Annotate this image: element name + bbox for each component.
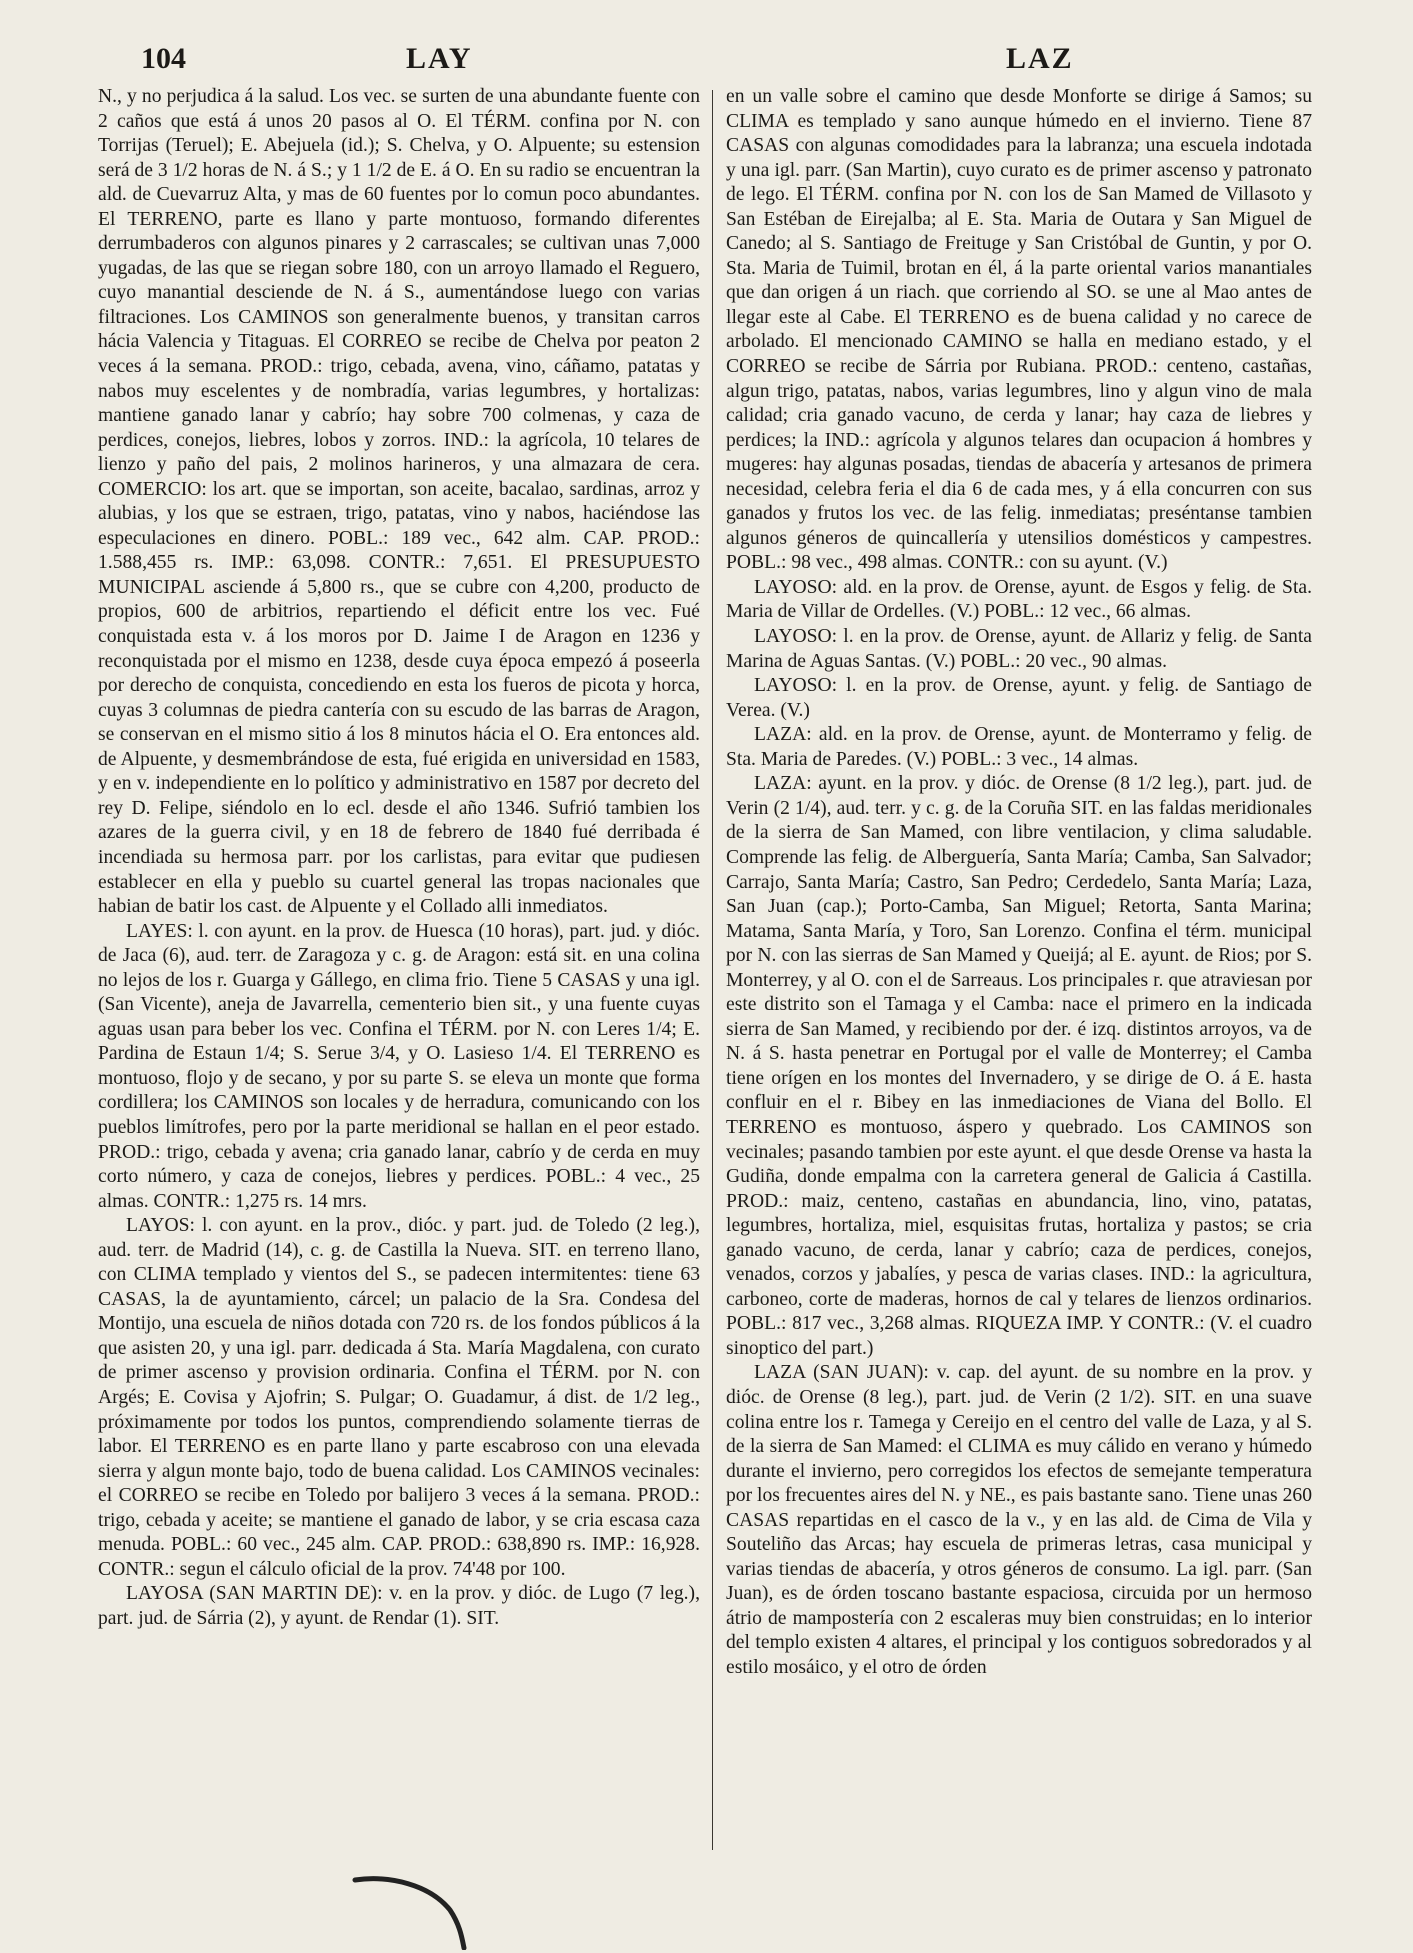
- entry-layosa: LAYOSA (SAN MARTIN DE): v. en la prov. y dióc. de Lugo (7 leg.), part. jud. de Sárria (2), y ayunt. de Rendar (1). SIT.: [98, 1583, 700, 1629]
- page-number: 104: [141, 42, 186, 75]
- entry-layos: LAYOS: l. con ayunt. en la prov., dióc. y part. jud. de Toledo (2 leg.), aud. terr. de Madrid (14), c. g. de Castilla la Nueva. SIT. en terreno llano, con CLIMA templado y vientos del S., se padecen intermitentes: tiene 63 CASAS, la de ayuntamiento, cárcel; un palacio de la Sra. Condesa del Montijo, una escuela de niños dotada con 720 rs. de los fondos públicos á la que asisten 20, y una igl. parr. dedicada á Sta. María Magdalena, con curato de primer ascenso y provision ordinaria. Confina el TÉRM. por N. con Argés; E. Covisa y Ajofrin; S. Pulgar; O. Guadamur, á dist. de 1/2 leg., próximamente por todos los puntos, comprendiendo solamente tierras de labor. El TERRENO es en parte llano y parte escabroso con una elevada sierra y algun monte bajo, todo de buena calidad. Los CAMINOS vecinales: el CORREO se recibe en Toledo por balijero 3 veces á la semana. PROD.: trigo, cebada y aceite; se mantiene el ganado de labor, y se cria escasa caza menuda. POBL.: 60 vec., 245 alm. CAP. PROD.: 638,890 rs. IMP.: 16,928. CONTR.: segun el cálculo oficial de la prov. 74'48 por 100.: [98, 1215, 700, 1580]
- entry-layes: LAYES: l. con ayunt. en la prov. de Huesca (10 horas), part. jud. y dióc. de Jaca (6), aud. terr. de Zaragoza y c. g. de Aragon: está sit. en una colina no lejos de los r. Guarga y Gállego, en clima frio. Tiene 5 CASAS y una igl. (San Vicente), aneja de Javarrella, cementerio bien sit., y una fuente cuyas aguas usan para beber los vec. Confina el TÉRM. por N. con Leres 1/4; E. Pardina de Estaun 1/4; S. Serue 3/4, y O. Lasieso 1/4. El TERRENO es montuoso, flojo y de secano, y por su parte S. se eleva un monte que forma cordillera; los CAMINOS son locales y de herradura, comunicando con los pueblos limítrofes, pero por la parte meridional se hallan en el peor estado. PROD.: trigo, cebada y avena; cria ganado lanar, cabrío y de cerda en muy corto número, y caza de conejos, liebres y perdices. POBL.: 4 vec., 25 almas. CONTR.: 1,275 rs. 14 mrs.: [98, 920, 700, 1212]
- entry-laza-ayunt: LAZA: ayunt. en la prov. y dióc. de Orense (8 1/2 leg.), part. jud. de Verin (2 1/4), aud. terr. y c. g. de la Coruña SIT. en las faldas meridionales de la sierra de San Mamed, con libre ventilacion, y clima saludable. Comprende las felig. de Alberguería, Santa María; Camba, San Salvador; Carrajo, Santa María; Castro, San Pedro; Cerdedelo, Santa María; Laza, San Juan (cap.); Porto-Camba, San Miguel; Retorta, Santa Marina; Matama, Santa María, y Toro, San Lorenzo. Confina el térm. municipal por N. con las sierras de San Mamed y Queijá; al E. ayunt. de Rios; por S. Monterrey, y al O. con el de Sarreaus. Los principales r. que atraviesan por este distrito son el Tamaga y el Camba: nace el primero en la indicada sierra de San Mamed, y recibiendo por der. é izq. distintos arroyos, va de N. á S. hasta penetrar en Portugal por el valle de Monterrey; el Camba tiene orígen en los montes del Invernadero, y se dirige de O. á E. hasta confluir en el r. Bibey en las inmediaciones de Viana del Bollo. El TERRENO es montuoso, áspero y quebrado. Los CAMINOS son vecinales; pasando tambien por este ayunt. el que desde Orense va hasta la Gudiña, donde empalma con la carretera general de Galicia á Castilla. PROD.: maiz, centeno, castañas en abundancia, lino, vino, patatas, legumbres, hortaliza, miel, esquisitas frutas, hortaliza y pastos; se cria ganado vacuno, de cerda, lanar y cabrío; caza de perdices, conejos, venados, corzos y jabalíes, y pesca de varias clases. IND.: la agricultura, carboneo, corte de maderas, hornos de cal y telares de lienzos ordinarios. POBL.: 817 vec., 3,268 almas. RIQUEZA IMP. Y CONTR.: (V. el cuadro sinoptico del part.): [726, 773, 1312, 1359]
- left-column: [98, 85, 700, 1631]
- entry-layoso-3: LAYOSO: l. en la prov. de Orense, ayunt. y felig. de Santiago de Verea. (V.): [726, 675, 1312, 721]
- right-column-heading: LAZ: [1006, 42, 1074, 75]
- page-header: [0, 42, 1413, 82]
- right-column: [726, 85, 1312, 1681]
- entry-layoso-2: LAYOSO: l. en la prov. de Orense, ayunt. de Allariz y felig. de Santa Marina de Aguas Santas. (V.) POBL.: 20 vec., 90 almas.: [726, 626, 1312, 672]
- left-column-heading: LAY: [406, 42, 473, 75]
- entry-layoso-1: LAYOSO: ald. en la prov. de Orense, ayunt. de Esgos y felig. de Sta. Maria de Villar de Ordelles. (V.) POBL.: 12 vec., 66 almas.: [726, 576, 1312, 623]
- entry-paragraph: N., y no perjudica á la salud. Los vec. se surten de una abundante fuente con 2 caños que está á unos 20 pasos al O. El TÉRM. confina por N. con Torrijas (Teruel); E. Abejuela (id.); S. Chelva, y O. Alpuente; su estension será de 3 1/2 horas de N. á S.; y 1 1/2 de E. á O. En su radio se encuentran la ald. de Cuevarruz Alta, y mas de 60 fuentes por lo comun poco abundantes. El TERRENO, parte es llano y parte montuoso, formando diferentes derrumbaderos con algunos pinares y 2 carrascales; se cultivan unas 7,000 yugadas, de las que se riegan sobre 180, con un arroyo llamado el Reguero, cuyo manantial desciende de N. á S., aumentándose luego con varias filtraciones. Los CAMINOS son generalmente buenos, y transitan carros hácia Valencia y Titaguas. El CORREO se recibe de Chelva por peaton 2 veces á la semana. PROD.: trigo, cebada, avena, vino, cáñamo, patatas y nabos muy escelentes y de nombradía, varias legumbres, y hortalizas: mantiene ganado lanar y cabrío; hay sobre 700 colmenas, y caza de perdices, conejos, liebres, lobos y zorros. IND.: la agrícola, 10 telares de lienzo y paño del pais, 2 molinos harineros, y una almazara de cera. COMERCIO: los art. que se importan, son aceite, bacalao, sardinas, arroz y alubias, y los que se estraen, trigo, patatas, vino y nabos, haciéndose las especulaciones en dinero. POBL.: 189 vec., 642 alm. CAP. PROD.: 1.588,455 rs. IMP.: 63,098. CONTR.: 7,651. El PRESUPUESTO MUNICIPAL asciende á 5,800 rs., que se cubre con 4,200, producto de propios, 600 de arbitrios, repartiendo el déficit entre los vec. Fué conquistada esta v. á los moros por D. Jaime I de Aragon en 1236 y reconquistada por el mismo en 1238, desde cuya época empezó á poseerla por derecho de conquista, concediendo en esta los fueros de picota y horca, cuyas 3 columnas de piedra cantería con su escudo de las barras de Aragon, se conservan en el mismo sitio á los 8 minutos hácia el O. Era entonces ald. de Alpuente, y desmembrándose de esta, fué erigida en universidad en 1583, y en v. independiente en lo político y administrativo en 1587 por decreto del rey D. Felipe, siéndolo en lo ecl. desde el año 1346. Sufrió tambien los azares de la guerra civil, y en 18 de febrero de 1840 fué derribada é incendiada su hermosa parr. por los carlistas, para evitar que pudiesen establecer en ella y pueblo su cuartel general las tropas nacionales que habian de batir los cast. de Alpuente y el Collado alli inmediatos.: [98, 86, 700, 918]
- entry-laza-ald: LAZA: ald. en la prov. de Orense, ayunt. de Monterramo y felig. de Sta. Maria de Paredes. (V.) POBL.: 3 vec., 14 almas.: [726, 724, 1312, 770]
- entry-paragraph: en un valle sobre el camino que desde Monforte se dirige á Samos; su CLIMA es templado y sano aunque húmedo en el invierno. Tiene 87 CASAS con algunas comodidades para la labranza; una escuela indotada y una igl. parr. (San Martin), cuyo curato es de primer ascenso y patronato de lego. El TÉRM. confina por N. con los de San Mamed de Villasoto y San Estéban de Eirejalba; al E. Sta. Maria de Outara y San Miguel de Canedo; al S. Santiago de Freituge y San Cristóbal de Guntin, y por O. Sta. Maria de Tuimil, brotan en él, á la parte oriental varios manantiales que dan origen á un riach. que corriendo al SO. se une al Mao antes de llegar este al Cabe. El TERRENO es de buena calidad y no carece de arbolado. El mencionado CAMINO se halla en mediano estado, y el CORREO se recibe de Sárria por Rubiana. PROD.: centeno, castañas, algun trigo, patatas, nabos, varias legumbres, lino y algun vino de mala calidad; cria ganado vacuno, de cerda y lanar; hay caza de liebres y perdices; la IND.: agrícola y algunos telares dan ocupacion á hombres y mugeres: hay algunas posadas, tiendas de abacería y artesanos de primera necesidad, celebra feria el dia 6 de cada mes, y á ella concurren con sus ganados y frutos los vec. de las felig. inmediatas; preséntanse tambien algunos géneros de quincallería y utensilios domésticos y campestres. POBL.: 98 vec., 498 almas. CONTR.: con su ayunt. (V.): [726, 86, 1312, 574]
- column-divider: [712, 90, 713, 1850]
- ink-stroke-mark: [350, 1870, 490, 1950]
- entry-laza-san-juan: LAZA (SAN JUAN): v. cap. del ayunt. de su nombre en la prov. y dióc. de Orense (8 leg.), part. jud. de Verin (2 1/2). SIT. en una suave colina entre los r. Tamega y Cereijo en el centro del valle de Laza, y al S. de la sierra de San Mamed: el CLIMA es muy cálido en verano y húmedo durante el invierno, pero corregidos los efectos de semejante temperatura por los frecuentes aires del N. y NE., es pais bastante sano. Tiene unas 260 CASAS repartidas en el casco de la v., y en las ald. de Cima de Vila y Souteliño das Arcas; hay escuela de primeras letras, casa municipal y varias tiendas de abacería, y otros géneros de consumo. La igl. parr. (San Juan), es de órden toscano bastante espaciosa, circuida por un hermoso átrio de mampostería con 2 escaleras muy bien construidas; en lo interior del templo existen 4 altares, el principal y los contiguos sobredorados y al estilo mosáico, y el otro de órden: [726, 1362, 1312, 1678]
